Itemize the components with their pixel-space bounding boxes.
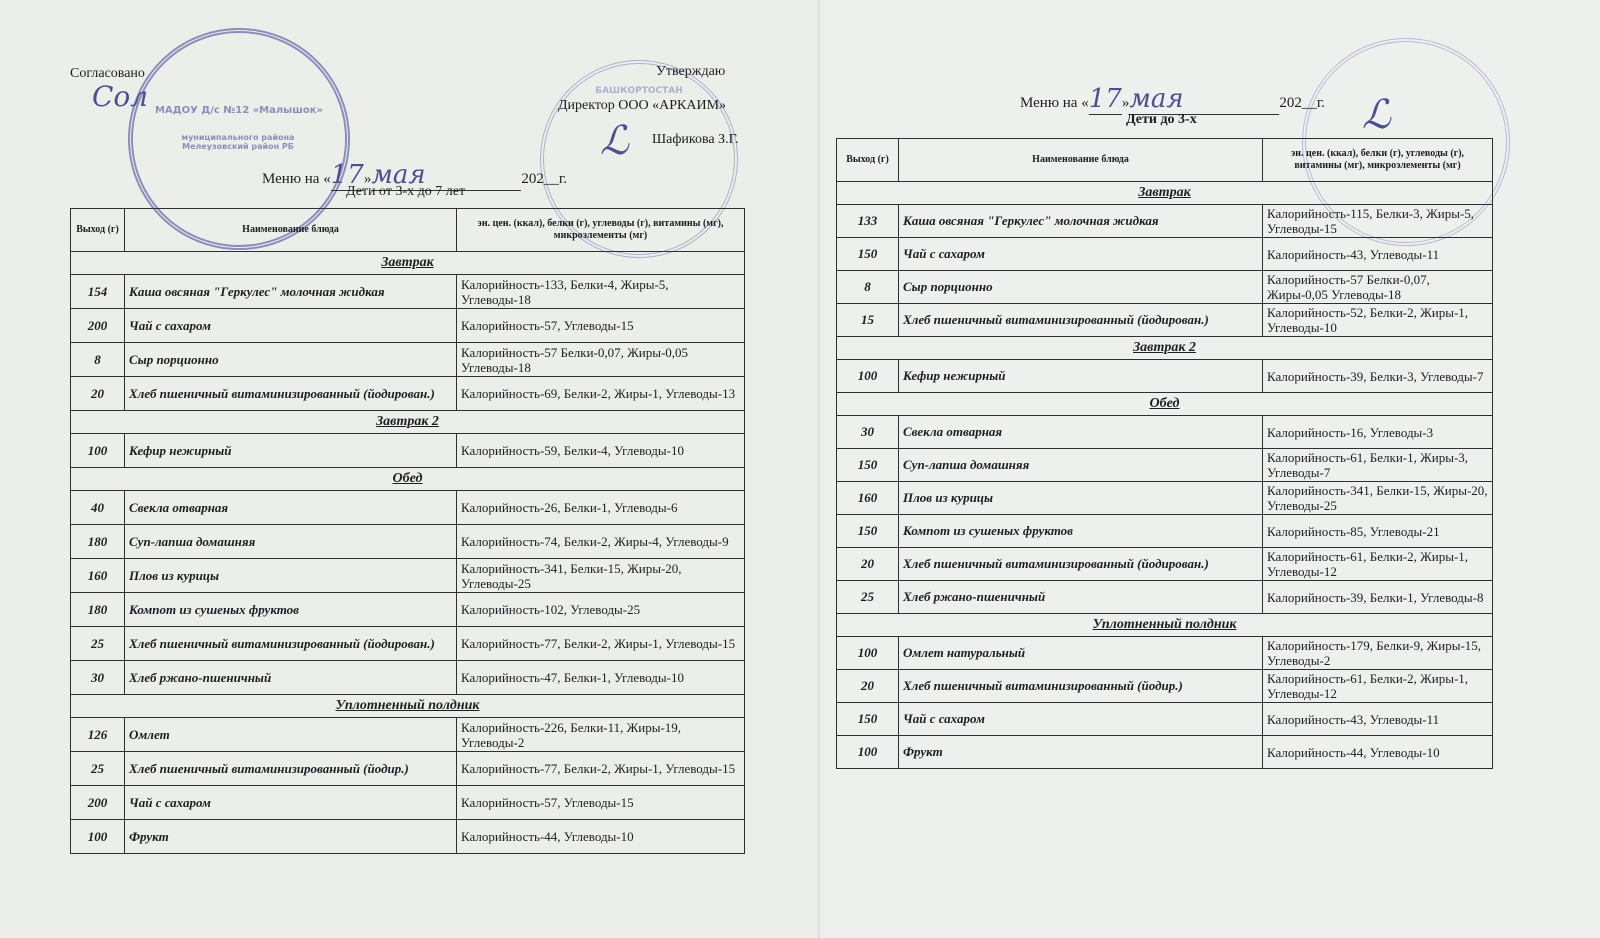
nutrition-value: Калорийность-43, Углеводы-11 (1263, 238, 1493, 271)
stamp-text: МАДОУ Д/с №12 «Малышок» (155, 105, 323, 116)
output-grams: 180 (71, 525, 125, 559)
dish-name: Хлеб пшеничный витаминизированный (йодирован.) (125, 377, 457, 411)
menu-table-left (70, 208, 745, 854)
nutrition-value: Калорийность-61, Белки-2, Жиры-1, Углеводы-12 (1263, 548, 1493, 581)
dish-name: Хлеб пшеничный витаминизированный (йодирован.) (125, 627, 457, 661)
dish-name: Хлеб ржано-пшеничный (899, 581, 1263, 614)
nutrition-value: Калорийность-341, Белки-15, Жиры-20, Углеводы-25 (457, 559, 745, 593)
menu-row (71, 559, 745, 593)
nutrition-value: Калорийность-39, Белки-3, Углеводы-7 (1263, 360, 1493, 393)
menu-row (71, 820, 745, 854)
output-grams: 20 (837, 670, 899, 703)
menu-row (71, 309, 745, 343)
output-grams: 25 (837, 581, 899, 614)
nutrition-value: Калорийность-57 Белки-0,07, Жиры-0,05 Углеводы-18 (1263, 271, 1493, 304)
nutrition-value: Калорийность-39, Белки-1, Углеводы-8 (1263, 581, 1493, 614)
director-name: Шафикова З.Г. (652, 132, 739, 147)
title-prefix: Меню на « (1020, 95, 1089, 111)
col-nutrition: эн. цен. (ккал), белки (г), углеводы (г), витамины (мг), микроэлементы (мг) (1263, 139, 1493, 182)
output-grams: 30 (837, 416, 899, 449)
menu-row (71, 343, 745, 377)
section-row (837, 337, 1493, 360)
nutrition-value: Калорийность-179, Белки-9, Жиры-15, Углеводы-2 (1263, 637, 1493, 670)
output-grams: 100 (837, 736, 899, 769)
menu-row (71, 525, 745, 559)
nutrition-value: Калорийность-61, Белки-1, Жиры-3, Углеводы-7 (1263, 449, 1493, 482)
output-grams: 25 (71, 627, 125, 661)
output-grams: 160 (71, 559, 125, 593)
nutrition-value: Калорийность-16, Углеводы-3 (1263, 416, 1493, 449)
year-suffix: 202__г. (1279, 95, 1326, 111)
section-row (71, 695, 745, 718)
dish-name: Свекла отварная (899, 416, 1263, 449)
dish-name: Фрукт (899, 736, 1263, 769)
menu-row (837, 548, 1493, 581)
output-grams: 200 (71, 309, 125, 343)
dish-name: Чай с сахаром (899, 238, 1263, 271)
output-grams: 150 (837, 449, 899, 482)
menu-row (837, 637, 1493, 670)
nutrition-value: Калорийность-59, Белки-4, Углеводы-10 (457, 434, 745, 468)
dish-name: Омлет натуральный (899, 637, 1263, 670)
section-title: Уплотненный полдник (837, 614, 1493, 637)
menu-row (837, 515, 1493, 548)
dish-name: Кефир нежирный (899, 360, 1263, 393)
output-grams: 15 (837, 304, 899, 337)
col-nutrition: эн. цен. (ккал), белки (г), углеводы (г), витамины (мг), микроэлементы (мг) (457, 209, 745, 252)
dish-name: Хлеб пшеничный витаминизированный (йодирован.) (899, 548, 1263, 581)
right-menu-sheet (822, 0, 1600, 938)
menu-row (837, 304, 1493, 337)
output-grams: 160 (837, 482, 899, 515)
col-dish: Наименование блюда (125, 209, 457, 252)
output-grams: 20 (837, 548, 899, 581)
nutrition-value: Калорийность-44, Углеводы-10 (457, 820, 745, 854)
output-grams: 100 (71, 820, 125, 854)
output-grams: 40 (71, 491, 125, 525)
output-grams: 8 (71, 343, 125, 377)
signature-approved: Сол (92, 80, 149, 113)
menu-row (837, 581, 1493, 614)
section-row (837, 393, 1493, 416)
nutrition-value: Калорийность-74, Белки-2, Жиры-4, Углеводы-9 (457, 525, 745, 559)
dish-name: Хлеб пшеничный витаминизированный (йодир.) (125, 752, 457, 786)
section-title: Завтрак 2 (71, 411, 745, 434)
menu-row (71, 593, 745, 627)
dish-name: Чай с сахаром (125, 786, 457, 820)
dish-name: Чай с сахаром (899, 703, 1263, 736)
section-title: Обед (837, 393, 1493, 416)
menu-row (837, 736, 1493, 769)
output-grams: 150 (837, 515, 899, 548)
output-grams: 100 (71, 434, 125, 468)
section-title: Обед (71, 468, 745, 491)
nutrition-value: Калорийность-102, Углеводы-25 (457, 593, 745, 627)
menu-title-right (1020, 84, 1325, 115)
menu-table-right (836, 138, 1493, 769)
col-dish: Наименование блюда (899, 139, 1263, 182)
signature-right: ℒ (1362, 92, 1391, 138)
stamp-director-text: БАШКОРТОСТАН (595, 86, 683, 96)
title-mid: » (1121, 95, 1130, 111)
menu-row (71, 661, 745, 695)
output-grams: 8 (837, 271, 899, 304)
nutrition-value: Калорийность-77, Белки-2, Жиры-1, Углеводы-15 (457, 752, 745, 786)
dish-name: Свекла отварная (125, 491, 457, 525)
nutrition-value: Калорийность-47, Белки-1, Углеводы-10 (457, 661, 745, 695)
menu-day: 17 (1088, 84, 1122, 114)
nutrition-value: Калорийность-44, Углеводы-10 (1263, 736, 1493, 769)
col-output: Выход (г) (71, 209, 125, 252)
dish-name: Каша овсяная "Геркулес" молочная жидкая (899, 205, 1263, 238)
output-grams: 180 (71, 593, 125, 627)
nutrition-value: Калорийность-85, Углеводы-21 (1263, 515, 1493, 548)
age-group-left: Дети от 3-х до 7 лет (346, 184, 466, 199)
dish-name: Каша овсяная "Геркулес" молочная жидкая (125, 275, 457, 309)
dish-name: Хлеб пшеничный витаминизированный (йодирован.) (899, 304, 1263, 337)
dish-name: Суп-лапша домашняя (899, 449, 1263, 482)
output-grams: 25 (71, 752, 125, 786)
menu-month: мая (1129, 84, 1279, 115)
dish-name: Сыр порционно (899, 271, 1263, 304)
approved-label: Согласовано (70, 66, 145, 81)
nutrition-value: Калорийность-226, Белки-11, Жиры-19, Углеводы-2 (457, 718, 745, 752)
dish-name: Плов из курицы (125, 559, 457, 593)
dish-name: Чай с сахаром (125, 309, 457, 343)
menu-row (837, 271, 1493, 304)
year-suffix: 202__г. (521, 171, 568, 187)
dish-name: Кефир нежирный (125, 434, 457, 468)
dish-name: Фрукт (125, 820, 457, 854)
menu-row (71, 377, 745, 411)
dish-name: Сыр порционно (125, 343, 457, 377)
menu-row (71, 275, 745, 309)
section-title: Завтрак (837, 182, 1493, 205)
section-row (71, 411, 745, 434)
menu-row (71, 627, 745, 661)
director-line: Директор ООО «АРКАИМ» (558, 98, 727, 113)
section-title: Завтрак (71, 252, 745, 275)
stamp-subtext: муниципального района Мелеузовский район РБ (181, 133, 295, 151)
menu-row (71, 718, 745, 752)
menu-row (837, 416, 1493, 449)
output-grams: 133 (837, 205, 899, 238)
output-grams: 150 (837, 238, 899, 271)
menu-row (837, 449, 1493, 482)
output-grams: 126 (71, 718, 125, 752)
dish-name: Плов из курицы (899, 482, 1263, 515)
menu-row (71, 752, 745, 786)
age-group-right: Дети до 3-х (1126, 112, 1197, 127)
section-title: Завтрак 2 (837, 337, 1493, 360)
menu-row (837, 703, 1493, 736)
section-title: Уплотненный полдник (71, 695, 745, 718)
output-grams: 200 (71, 786, 125, 820)
nutrition-value: Калорийность-43, Углеводы-11 (1263, 703, 1493, 736)
menu-day: 17 (330, 160, 364, 190)
nutrition-value: Калорийность-341, Белки-15, Жиры-20, Углеводы-25 (1263, 482, 1493, 515)
section-row (71, 252, 745, 275)
menu-month: мая (371, 160, 521, 191)
output-grams: 100 (837, 360, 899, 393)
nutrition-value: Калорийность-133, Белки-4, Жиры-5, Углеводы-18 (457, 275, 745, 309)
output-grams: 20 (71, 377, 125, 411)
dish-name: Омлет (125, 718, 457, 752)
menu-row (71, 491, 745, 525)
menu-row (837, 360, 1493, 393)
nutrition-value: Калорийность-69, Белки-2, Жиры-1, Углеводы-13 (457, 377, 745, 411)
signature-director: ℒ (600, 118, 629, 164)
nutrition-value: Калорийность-57, Углеводы-15 (457, 309, 745, 343)
title-prefix: Меню на « (262, 171, 331, 187)
dish-name: Компот из сушеных фруктов (125, 593, 457, 627)
dish-name: Компот из сушеных фруктов (899, 515, 1263, 548)
menu-row (837, 670, 1493, 703)
nutrition-value: Калорийность-26, Белки-1, Углеводы-6 (457, 491, 745, 525)
section-row (837, 614, 1493, 637)
menu-row (71, 786, 745, 820)
nutrition-value: Калорийность-52, Белки-2, Жиры-1, Углеводы-10 (1263, 304, 1493, 337)
nutrition-value: Калорийность-57 Белки-0,07, Жиры-0,05 Углеводы-18 (457, 343, 745, 377)
output-grams: 30 (71, 661, 125, 695)
nutrition-value: Калорийность-77, Белки-2, Жиры-1, Углеводы-15 (457, 627, 745, 661)
output-grams: 150 (837, 703, 899, 736)
section-row (837, 182, 1493, 205)
output-grams: 100 (837, 637, 899, 670)
menu-row (837, 482, 1493, 515)
confirm-label: Утверждаю (656, 64, 726, 79)
menu-row (837, 205, 1493, 238)
col-output: Выход (г) (837, 139, 899, 182)
dish-name: Суп-лапша домашняя (125, 525, 457, 559)
dish-name: Хлеб ржано-пшеничный (125, 661, 457, 695)
section-row (71, 468, 745, 491)
nutrition-value: Калорийность-61, Белки-2, Жиры-1, Углеводы-12 (1263, 670, 1493, 703)
title-mid: » (363, 171, 372, 187)
menu-row (71, 434, 745, 468)
menu-row (837, 238, 1493, 271)
dish-name: Хлеб пшеничный витаминизированный (йодир.) (899, 670, 1263, 703)
nutrition-value: Калорийность-57, Углеводы-15 (457, 786, 745, 820)
output-grams: 154 (71, 275, 125, 309)
nutrition-value: Калорийность-115, Белки-3, Жиры-5, Углеводы-15 (1263, 205, 1493, 238)
